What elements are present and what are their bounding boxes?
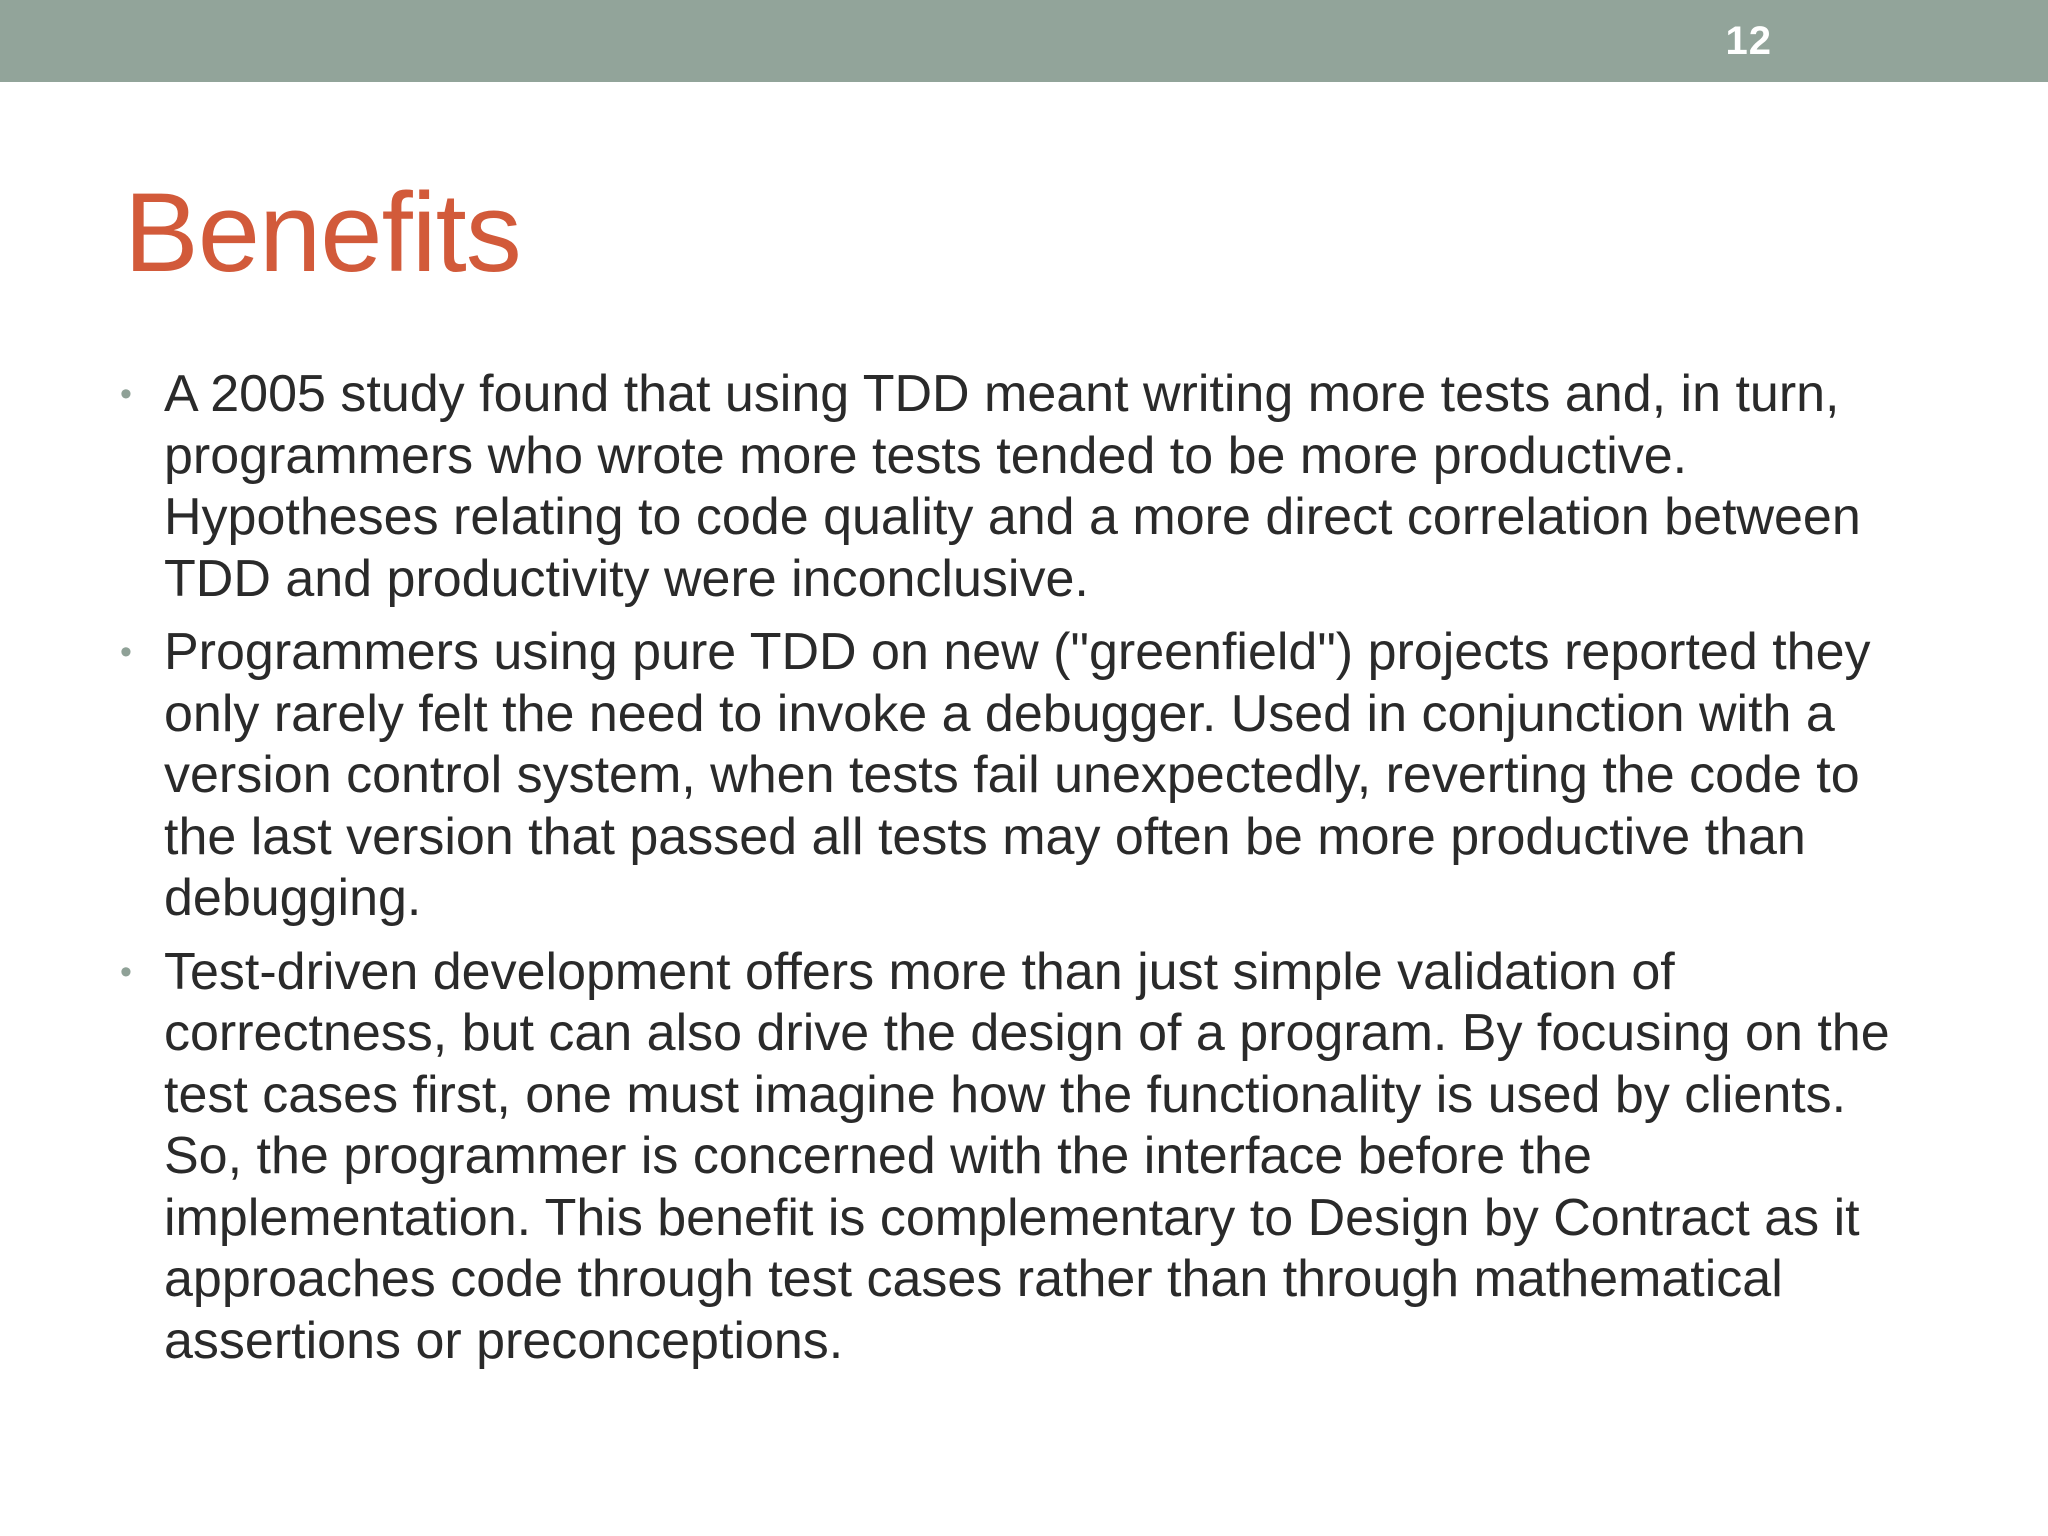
- bullet-list: [118, 364, 1918, 1384]
- bullet-marker-icon: •: [120, 375, 132, 413]
- bullet-text: Programmers using pure TDD on new ("greenfield") projects reported they only rarely felt the need to invoke a debugger. Used in conjunction with a version control system, when tests fail unexpectedly, reverting the code to the last version that passed all tests may often be more productive than debugging.: [164, 623, 1871, 927]
- slide-title: Benefits: [124, 170, 521, 295]
- slide-number: 12: [1725, 19, 1772, 63]
- bullet-text: Test-driven development offers more than just simple validation of correctness, but can also drive the design of a program. By focusing on the test cases first, one must imagine how the functionality is used by clients. So, the programmer is concerned with the interface before the implementation. This benefit is complementary to Design by Contract as it approaches code through test cases rather than through mathematical assertions or preconceptions.: [164, 942, 1890, 1370]
- bullet-marker-icon: •: [120, 633, 132, 671]
- bullet-item-design: [118, 942, 1918, 1373]
- bullet-text: A 2005 study found that using TDD meant writing more tests and, in turn, programmers who wrote more tests tended to be more productive. Hypotheses relating to code quality and a more direct correlation between TDD and productivity were inconclusive.: [164, 365, 1861, 608]
- bullet-marker-icon: •: [120, 952, 132, 991]
- bullet-item-debugger: [118, 622, 1918, 930]
- slide-header-bar: [0, 0, 2048, 82]
- bullet-item-study: [118, 364, 1918, 610]
